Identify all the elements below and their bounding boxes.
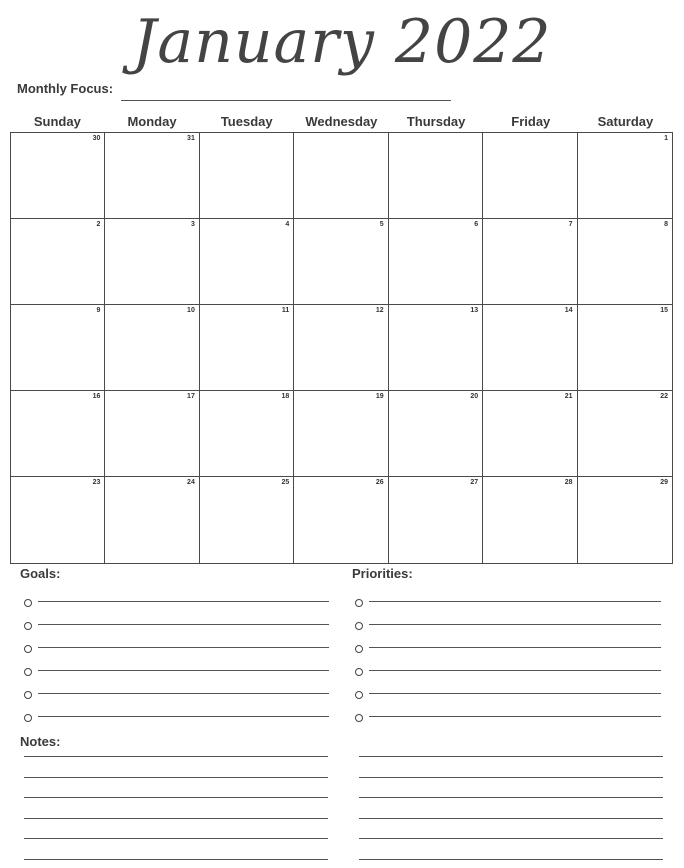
day-number: 25 <box>281 479 290 486</box>
calendar-day-cell[interactable] <box>389 391 483 477</box>
calendar-day-cell[interactable] <box>11 477 105 563</box>
calendar-day-cell[interactable] <box>483 219 577 305</box>
calendar-day-cell[interactable] <box>105 477 199 563</box>
calendar-day-cell[interactable] <box>578 133 672 219</box>
note-line[interactable] <box>24 756 328 757</box>
calendar-day-cell[interactable] <box>105 391 199 477</box>
monthly-focus-label: Monthly Focus: <box>17 81 114 96</box>
checkbox-circle-icon[interactable] <box>24 691 32 699</box>
calendar-day-cell[interactable] <box>105 219 199 305</box>
day-number: 8 <box>664 221 668 228</box>
goal-item[interactable] <box>24 703 329 717</box>
goal-item[interactable] <box>24 588 329 602</box>
calendar-day-cell[interactable] <box>200 133 294 219</box>
day-number: 14 <box>564 307 573 314</box>
note-line[interactable] <box>359 859 663 860</box>
goal-item[interactable] <box>24 634 329 648</box>
day-number: 23 <box>92 479 101 486</box>
day-number: 26 <box>375 479 384 486</box>
note-line[interactable] <box>359 797 663 798</box>
checkbox-circle-icon[interactable] <box>24 622 32 630</box>
day-number: 7 <box>568 221 573 228</box>
weekday-tuesday: Tuesday <box>220 114 273 129</box>
day-number: 11 <box>281 307 290 314</box>
checkbox-circle-icon[interactable] <box>355 622 363 630</box>
goal-item[interactable] <box>24 680 329 694</box>
calendar-day-cell[interactable] <box>200 391 294 477</box>
day-number: 29 <box>660 479 668 486</box>
calendar-day-cell[interactable] <box>578 391 672 477</box>
calendar-day-cell[interactable] <box>578 477 672 563</box>
day-number: 20 <box>470 393 479 400</box>
monthly-focus-line[interactable] <box>121 100 451 101</box>
note-line[interactable] <box>359 838 663 839</box>
calendar-day-cell[interactable] <box>11 133 105 219</box>
calendar-day-cell[interactable] <box>483 477 577 563</box>
weekday-thursday: Thursday <box>406 114 466 129</box>
calendar-grid <box>10 132 673 564</box>
calendar <box>10 112 673 564</box>
calendar-day-cell[interactable] <box>294 133 388 219</box>
priority-item[interactable] <box>355 588 661 602</box>
priority-item[interactable] <box>355 703 661 717</box>
note-line[interactable] <box>24 818 328 819</box>
goals-label: Goals: <box>20 566 61 581</box>
priority-line[interactable] <box>369 716 661 717</box>
calendar-day-cell[interactable] <box>105 305 199 391</box>
calendar-day-cell[interactable] <box>389 305 483 391</box>
note-line[interactable] <box>24 777 328 778</box>
day-number: 17 <box>187 393 195 400</box>
priority-line[interactable] <box>369 670 661 671</box>
calendar-day-cell[interactable] <box>578 219 672 305</box>
goal-item[interactable] <box>24 611 329 625</box>
priority-line[interactable] <box>369 624 661 625</box>
calendar-day-cell[interactable] <box>294 477 388 563</box>
day-number: 28 <box>564 479 573 486</box>
day-number: 13 <box>470 307 479 314</box>
note-line[interactable] <box>359 818 663 819</box>
day-number: 9 <box>96 307 101 314</box>
calendar-day-cell[interactable] <box>483 133 577 219</box>
calendar-day-cell[interactable] <box>389 477 483 563</box>
day-number: 24 <box>187 479 195 486</box>
goal-line[interactable] <box>38 601 329 602</box>
calendar-day-cell[interactable] <box>11 219 105 305</box>
checkbox-circle-icon[interactable] <box>355 714 363 722</box>
calendar-day-cell[interactable] <box>200 305 294 391</box>
priority-line[interactable] <box>369 693 661 694</box>
calendar-day-cell[interactable] <box>200 477 294 563</box>
day-number: 22 <box>660 393 668 400</box>
checkbox-circle-icon[interactable] <box>24 599 32 607</box>
day-number: 21 <box>564 393 573 400</box>
weekday-wednesday: Wednesday <box>305 114 378 129</box>
day-number: 2 <box>96 221 101 228</box>
note-line[interactable] <box>24 859 328 860</box>
goal-line[interactable] <box>38 693 329 694</box>
weekday-friday: Friday <box>511 114 551 129</box>
calendar-day-cell[interactable] <box>294 305 388 391</box>
checkbox-circle-icon[interactable] <box>24 645 32 653</box>
weekday-monday: Monday <box>127 114 177 129</box>
priority-line[interactable] <box>369 601 661 602</box>
checkbox-circle-icon[interactable] <box>24 714 32 722</box>
priority-item[interactable] <box>355 680 661 694</box>
day-number: 31 <box>187 135 195 142</box>
weekday-header <box>10 112 673 132</box>
day-number: 27 <box>470 479 479 486</box>
calendar-day-cell[interactable] <box>483 305 577 391</box>
checkbox-circle-icon[interactable] <box>355 691 363 699</box>
checkbox-circle-icon[interactable] <box>355 645 363 653</box>
weekday-saturday: Saturday <box>597 114 654 129</box>
day-number: 5 <box>379 221 384 228</box>
day-number: 4 <box>285 221 290 228</box>
calendar-day-cell[interactable] <box>578 305 672 391</box>
day-number: 30 <box>92 135 101 142</box>
priority-item[interactable] <box>355 634 661 648</box>
weekday-sunday: Sunday <box>33 114 81 129</box>
day-number: 6 <box>474 221 479 228</box>
goal-line[interactable] <box>38 647 329 648</box>
goal-line[interactable] <box>38 716 329 717</box>
day-number: 18 <box>281 393 290 400</box>
day-number: 1 <box>664 135 668 142</box>
calendar-day-cell[interactable] <box>105 133 199 219</box>
checkbox-circle-icon[interactable] <box>355 668 363 676</box>
goal-line[interactable] <box>38 670 329 671</box>
priority-line[interactable] <box>369 647 661 648</box>
day-number: 12 <box>375 307 384 314</box>
note-line[interactable] <box>24 838 328 839</box>
day-number: 10 <box>187 307 195 314</box>
day-number: 16 <box>92 393 101 400</box>
priority-item[interactable] <box>355 611 661 625</box>
page-title: January 2022 <box>132 7 552 77</box>
calendar-day-cell[interactable] <box>11 391 105 477</box>
day-number: 3 <box>190 221 195 228</box>
note-line[interactable] <box>24 797 328 798</box>
checkbox-circle-icon[interactable] <box>355 599 363 607</box>
note-line[interactable] <box>359 777 663 778</box>
calendar-day-cell[interactable] <box>294 391 388 477</box>
priorities-label: Priorities: <box>352 566 413 581</box>
calendar-day-cell[interactable] <box>294 219 388 305</box>
note-line[interactable] <box>359 756 663 757</box>
calendar-day-cell[interactable] <box>389 133 483 219</box>
priority-item[interactable] <box>355 657 661 671</box>
notes-label: Notes: <box>20 734 61 749</box>
goal-line[interactable] <box>38 624 329 625</box>
day-number: 15 <box>660 307 668 314</box>
calendar-day-cell[interactable] <box>11 305 105 391</box>
calendar-day-cell[interactable] <box>389 219 483 305</box>
calendar-day-cell[interactable] <box>200 219 294 305</box>
goal-item[interactable] <box>24 657 329 671</box>
calendar-day-cell[interactable] <box>483 391 577 477</box>
day-number: 19 <box>375 393 384 400</box>
checkbox-circle-icon[interactable] <box>24 668 32 676</box>
